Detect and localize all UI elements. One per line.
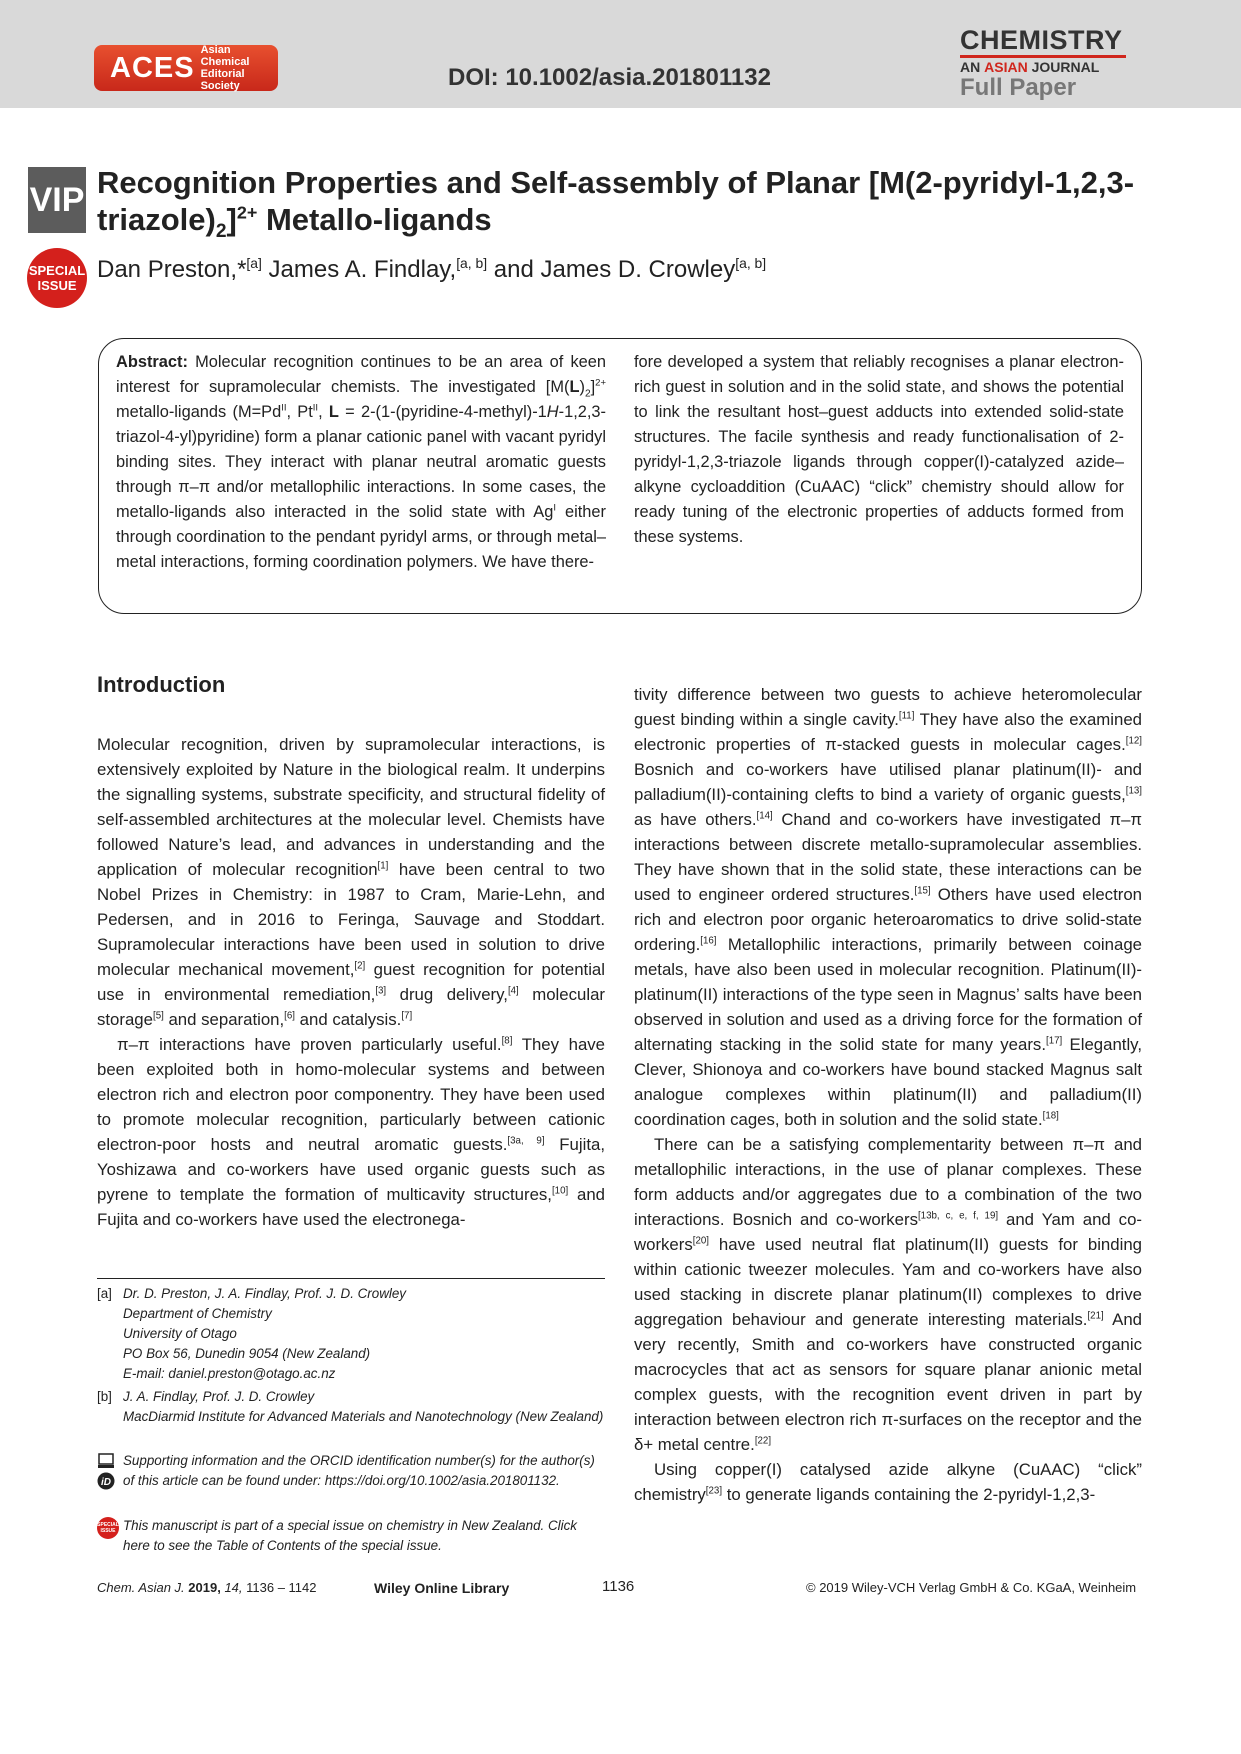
special-issue-icon: SPECIAL ISSUE — [97, 1517, 119, 1539]
aces-subtext-1: Asian Chemical — [200, 44, 250, 68]
special-badge-line1: SPECIAL — [28, 263, 86, 278]
citation: Chem. Asian J. 2019, 14, 1136 – 1142 — [97, 1580, 317, 1595]
article-type: Full Paper — [960, 74, 1077, 101]
intro-right-column — [634, 682, 1142, 1507]
abstract-right-column: fore developed a system that reliably recognises a planar electron-rich guest in solution and in the solid state, and shows the potential to link the resultant host–guest adducts into extended solid-state structures. The facile synthesis and ready functionalisation of 2-pyridyl-1,2,3-triazole ligands through copper(I)-catalyzed azide–alkyne cycloaddition (CuAAC) “click” chemistry should allow for ready tuning of the electronic properties of adducts formed from these systems. — [634, 353, 1124, 546]
aces-logo-subtext — [201, 44, 278, 92]
aces-subtext-2: Editorial Society — [200, 68, 245, 92]
computer-icon — [97, 1452, 115, 1470]
wiley-online-library-link[interactable]: Wiley Online Library — [374, 1580, 510, 1596]
copyright: © 2019 Wiley-VCH Verlag GmbH & Co. KGaA, Weinheim — [806, 1580, 1137, 1595]
affil-b-line: MacDiarmid Institute for Advanced Materials and Nanotechnology (New Zealand) — [123, 1409, 604, 1424]
affiliation-a-label: [a] — [97, 1286, 112, 1301]
introduction-heading: Introduction — [97, 672, 226, 697]
supporting-info-note — [97, 1451, 605, 1491]
journal-name: CHEMISTRY — [960, 25, 1123, 55]
right-paragraph-1: tivity difference between two guests to achieve heteromolecular guest binding within a single cavity.[11] They have also the examined electronic properties of π-stacked guests in molecular cages.[12] Bosnich and co-workers have utilised planar platinum(II)- and palladium(II)-containing clefts to bind a variety of organic guests,[13] as have others.[14] Chand and co-workers have investigated π–π interactions between discrete metallo-supramolecular assemblies. They have shown that in the solid state, these interactions can be used to engineer ordered structures.[15] Others have used electron rich and electron poor organic heteroaromatics to drive solid-state ordering.[16] Metallophilic interactions, primarily between coinage metals, have also been used in molecular recognition. Platinum(II)-platinum(II) interactions of the type seen in Magnus’ salts have been observed in solution and used as a driving force for the formation of alternating stacking in the solid state for many years.[17] Elegantly, Clever, Shionoya and co-workers have bound stacked Magnus salt analogue complexes within platinum(II) and palladium(II) coordination cages, both in solution and the solid state.[18] — [634, 685, 1142, 1129]
affil-a-line: PO Box 56, Dunedin 9054 (New Zealand) — [123, 1346, 371, 1361]
affil-a-line: Department of Chemistry — [123, 1306, 272, 1321]
intro-paragraph-2: π–π interactions have proven particularly useful.[8] They have been exploited both in homo-molecular systems and between electron rich and electron poor componentry. They have been used to promote molecular recognition, particularly between cationic electron-poor hosts and neutral aromatic guests.[3a, 9] Fujita, Yoshizawa and co-workers have used organic guests such as pyrene to template the formation of multicavity structures,[10] and Fujita and co-workers have used the electronega- — [97, 1035, 605, 1229]
page-number: 1136 — [602, 1578, 635, 1595]
affil-b-line: J. A. Findlay, Prof. J. D. Crowley — [123, 1389, 315, 1404]
affil-a-line: Dr. D. Preston, J. A. Findlay, Prof. J. D. Crowley — [123, 1286, 407, 1301]
journal-logo — [960, 26, 1126, 101]
intro-left-column — [97, 732, 605, 1232]
author-list: Dan Preston,*[a] James A. Findlay,[a, b] and James D. Crowley[a, b] — [97, 255, 767, 283]
abstract-left-column: Abstract: Molecular recognition continues to be an area of keen interest for supramolecular chemists. The investigated $[M(L)_2]^{2+}$ metallo-ligands ($M=Pd^{II}$, $Pt^{II}$, L = 2-(1-(pyridine-4-methyl)-1H-1,2,3-triazol-4-yl)pyridine) form a planar cationic panel with vacant pyridyl binding sites. They interact with planar neutral aromatic guests through π–π and/or metallophilic interactions. In some cases, the metallo-ligands also interacted in the solid state with $Ag^I$ either through coordination to the pendant pyridyl arms, or through metal–metal interactions, forming coordination polymers. We have there- — [116, 353, 606, 571]
affil-a-line: University of Otago — [123, 1326, 237, 1341]
article-title: Recognition Properties and Self-assembly of Planar $[M(2-pyridyl-1,2,3-triazole)_2]^{2+}$ Metallo-ligands — [97, 165, 1135, 243]
doi-link[interactable]: DOI: 10.1002/asia.201801132 — [448, 64, 771, 91]
aces-logo — [94, 45, 278, 91]
affiliation-b-label: [b] — [97, 1389, 112, 1404]
affiliation-b — [97, 1387, 605, 1427]
journal-rule — [960, 55, 1126, 58]
right-paragraph-2: There can be a satisfying complementarity between π–π and metallophilic interactions, in the use of planar complexes. These form adducts and/or aggregates due to a combination of the two interactions. Bosnich and co-workers[13b, c, e, f, 19] and Yam and co-workers[20] have used neutral flat platinum(II) guests for binding within cationic tweezer molecules. Yam and co-workers have also used stacking in discrete planar platinum(II) complexes to drive aggregation behaviour and generate interesting materials.[21] And very recently, Smith and co-workers have constructed organic macrocycles that act as sensors for square planar anionic metal complex guests, with the recognition event driven in part by interaction between electron rich π-surfaces on the receptor and the δ+ metal centre.[22] — [634, 1135, 1142, 1454]
right-paragraph-3: Using copper(I) catalysed azide alkyne (CuAAC) “click” chemistry[23] to generate ligands containing the 2-pyridyl-1,2,3- — [634, 1460, 1142, 1504]
footnote-rule — [97, 1278, 605, 1279]
orcid-icon — [97, 1472, 115, 1490]
intro-paragraph-1: Molecular recognition, driven by supramolecular interactions, is extensively exploited by Nature in the biological realm. It underpins the signalling systems, substrate specificity, and structural fidelity of self-assembled architectures at the molecular level. Chemists have followed Nature’s lead, and advances in understanding and the application of molecular recognition[1] have been central to two Nobel Prizes in Chemistry: in 1987 to Cram, Marie-Lehn, and Pedersen, and in 2016 to Feringa, Sauvage and Stoddart. Supramolecular interactions have been used in solution to drive molecular mechanical movement,[2] guest recognition for potential use in environmental remediation,[3] drug delivery,[4] molecular storage[5] and separation,[6] and catalysis.[7] — [97, 735, 606, 1029]
special-badge-line2: ISSUE — [37, 278, 77, 293]
affil-a-email[interactable]: E-mail: daniel.preston@otago.ac.nz — [123, 1366, 336, 1381]
supporting-info-text[interactable]: Supporting information and the ORCID identification number(s) for the author(s) of this article can be found under: https://doi.org/10.1002/asia.201801132. — [123, 1453, 595, 1488]
special-issue-text[interactable]: This manuscript is part of a special issue on chemistry in New Zealand. Click here to see the Table of Contents of the special issue. — [123, 1518, 577, 1553]
special-issue-note — [97, 1516, 605, 1556]
affiliation-a — [97, 1284, 605, 1384]
vip-badge: VIP — [28, 167, 86, 233]
aces-logo-text: ACES — [110, 51, 195, 84]
journal-subname: AN ASIAN JOURNAL — [960, 59, 1100, 75]
special-issue-badge[interactable] — [27, 248, 87, 308]
svg-text:iD: iD — [101, 1477, 111, 1488]
